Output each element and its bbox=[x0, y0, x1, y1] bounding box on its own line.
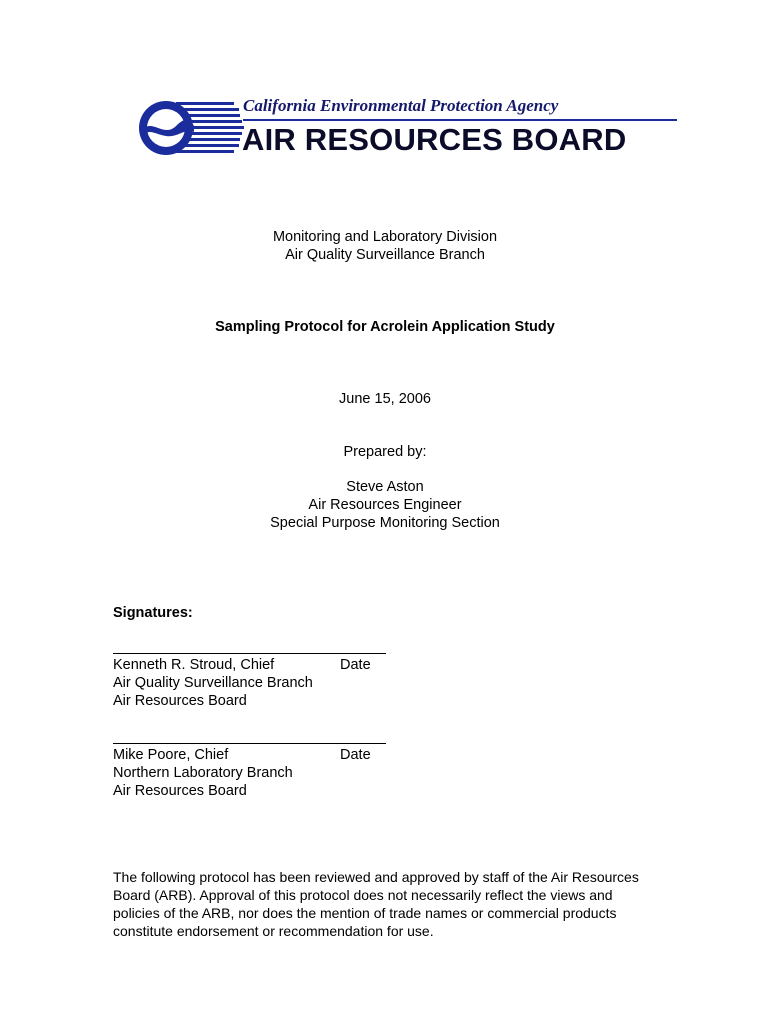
arb-wave-logo-icon bbox=[136, 92, 246, 164]
board-name: AIR RESOURCES BOARD bbox=[242, 122, 627, 157]
signer-title: Kenneth R. Stroud, Chief bbox=[113, 657, 275, 673]
prepared-by-label bbox=[0, 443, 770, 461]
preparer-section: Special Purpose Monitoring Section bbox=[270, 515, 500, 531]
preparer-name: Steve Aston bbox=[346, 479, 424, 495]
signer-org: Air Resources Board bbox=[113, 693, 247, 709]
division-name: Monitoring and Laboratory Division bbox=[272, 229, 498, 245]
date-text: June 15, 2006 bbox=[339, 391, 431, 407]
approval-disclaimer: The following protocol has been reviewed and approved by staff of the Air Resources Board (ARB). Approval of this protocol does not necessarily reflect the views and policies of the ARB, nor does the mention of trade names or commercial products constitute endorsement or recommendation for use. bbox=[113, 869, 639, 939]
signatures-heading-text: Signatures: bbox=[113, 605, 193, 621]
arb-logo bbox=[136, 92, 681, 164]
prepared-label: Prepared by: bbox=[343, 444, 427, 460]
signer-branch: Air Quality Surveillance Branch bbox=[113, 675, 313, 691]
signer-block bbox=[113, 656, 313, 710]
preparer-position: Air Resources Engineer bbox=[308, 497, 462, 513]
signature-date-label: Date bbox=[340, 657, 371, 673]
header-block bbox=[0, 228, 770, 264]
preparer-block bbox=[0, 478, 770, 532]
branch-name: Air Quality Surveillance Branch bbox=[285, 247, 485, 263]
signer-title: Mike Poore, Chief bbox=[113, 747, 229, 763]
signature-line bbox=[113, 743, 386, 744]
document-date bbox=[0, 390, 770, 408]
signer-branch: Northern Laboratory Branch bbox=[113, 765, 293, 781]
title-text: Sampling Protocol for Acrolein Application Study bbox=[215, 319, 555, 335]
signer-block bbox=[113, 746, 293, 800]
logo-divider bbox=[243, 119, 677, 121]
signature-line bbox=[113, 653, 386, 654]
signature-date-label: Date bbox=[340, 747, 371, 763]
agency-name: California Environmental Protection Agency bbox=[243, 96, 559, 115]
document-title bbox=[0, 318, 770, 336]
signer-org: Air Resources Board bbox=[113, 783, 247, 799]
signatures-heading bbox=[113, 604, 193, 622]
